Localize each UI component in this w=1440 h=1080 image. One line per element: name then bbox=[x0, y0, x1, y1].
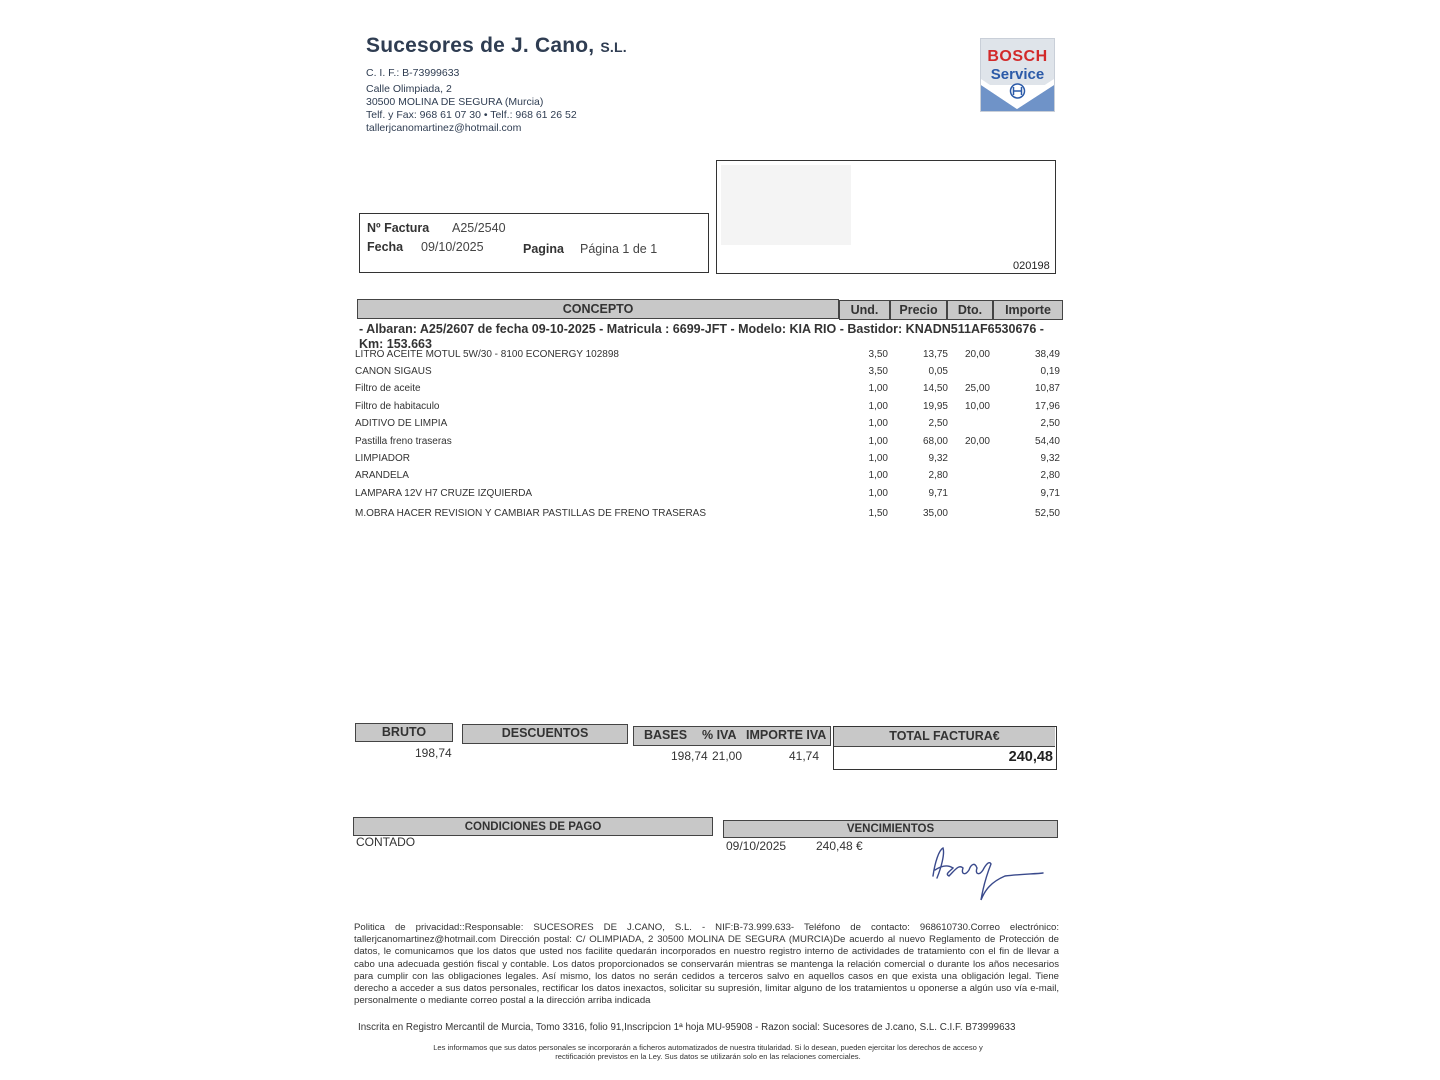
bosch-service-logo bbox=[980, 38, 1055, 112]
table-row bbox=[355, 418, 1065, 435]
logo-service-text: Service bbox=[990, 66, 1045, 83]
company-name bbox=[366, 34, 627, 58]
row-dto: 20,00 bbox=[964, 436, 990, 447]
row-precio: 35,00 bbox=[922, 508, 948, 519]
row-precio: 0,05 bbox=[928, 366, 948, 377]
invoice-date-label: Fecha bbox=[367, 240, 404, 254]
table-row bbox=[355, 383, 1065, 400]
table-row bbox=[355, 508, 1065, 525]
row-und: 3,50 bbox=[868, 349, 888, 360]
row-und: 1,00 bbox=[868, 436, 888, 447]
row-precio: 13,75 bbox=[922, 349, 948, 360]
row-importe: 10,87 bbox=[1034, 383, 1060, 394]
fine-print-text: Les informamos que sus datos personales se incorporarán a ficheros automatizados de nuestra titularidad. Si lo desean, pueden ejercitar los derechos de acceso y rectificación previstos en la Ley. Sus datos se utilizarán solo en las relaciones comerciales. bbox=[433, 1043, 983, 1061]
table-row bbox=[355, 453, 1065, 470]
row-und: 1,00 bbox=[868, 383, 888, 394]
iva-header bbox=[633, 726, 831, 746]
logo-bosch-text: BOSCH bbox=[987, 48, 1048, 65]
redacted-client-details bbox=[721, 165, 851, 245]
row-dto: 20,00 bbox=[964, 349, 990, 360]
company-cif: C. I. F.: B-73999633 bbox=[366, 67, 460, 79]
header-concepto: CONCEPTO bbox=[357, 299, 839, 319]
row-concepto: LIMPIADOR bbox=[355, 453, 411, 464]
header-und: Und. bbox=[839, 300, 890, 320]
registry-text: Inscrita en Registro Mercantil de Murcia, Tomo 3316, folio 91,Inscripcion 1ª hoja MU-95908 - Razon social: Sucesores de J.cano, S.L. C.I.F. B73999633 bbox=[358, 1022, 1016, 1033]
row-concepto: Pastilla freno traseras bbox=[355, 436, 452, 447]
due-amount: 240,48 € bbox=[816, 839, 863, 853]
descuentos-label: DESCUENTOS bbox=[462, 724, 628, 744]
row-und: 1,00 bbox=[868, 470, 888, 481]
total-label: TOTAL FACTURA€ bbox=[834, 727, 1055, 747]
row-concepto: Filtro de aceite bbox=[355, 383, 421, 394]
total-value: 240,48 bbox=[1008, 749, 1053, 765]
payment-conditions-label: CONDICIONES DE PAGO bbox=[353, 817, 713, 836]
row-importe: 38,49 bbox=[1034, 349, 1060, 360]
company-email: tallerjcanomartinez@hotmail.com bbox=[366, 122, 522, 134]
bruto-label: BRUTO bbox=[355, 723, 453, 742]
row-concepto: LAMPARA 12V H7 CRUZE IZQUIERDA bbox=[355, 488, 533, 499]
row-dto: 25,00 bbox=[964, 383, 990, 394]
company-address-line1: Calle Olimpiada, 2 bbox=[366, 83, 452, 95]
bosch-armature-icon bbox=[981, 79, 1054, 111]
invoice-page: Página 1 de 1 bbox=[580, 242, 658, 256]
row-importe: 2,50 bbox=[1040, 418, 1060, 429]
table-row bbox=[355, 470, 1065, 487]
iva-percent-value: 21,00 bbox=[712, 749, 743, 763]
importe-iva-value: 41,74 bbox=[789, 749, 820, 763]
row-importe: 17,96 bbox=[1034, 401, 1060, 412]
row-und: 1,50 bbox=[868, 508, 888, 519]
header-dto: Dto. bbox=[947, 300, 993, 320]
company-suffix: S.L. bbox=[600, 39, 627, 55]
bruto-value: 198,74 bbox=[415, 746, 452, 760]
client-code: 020198 bbox=[1013, 260, 1050, 272]
row-concepto: CANON SIGAUS bbox=[355, 366, 432, 377]
invoice-number-label: Nº Factura bbox=[367, 221, 430, 235]
row-importe: 52,50 bbox=[1034, 508, 1060, 519]
table-row bbox=[355, 366, 1065, 383]
table-row bbox=[355, 401, 1065, 418]
row-precio: 2,50 bbox=[928, 418, 948, 429]
bases-label: BASES bbox=[644, 728, 688, 742]
row-concepto: ARANDELA bbox=[355, 470, 409, 481]
header-precio: Precio bbox=[890, 300, 947, 320]
table-row bbox=[355, 488, 1065, 505]
row-concepto: Filtro de habitaculo bbox=[355, 401, 440, 412]
row-precio: 19,95 bbox=[922, 401, 948, 412]
invoice-number: A25/2540 bbox=[452, 221, 506, 235]
row-precio: 9,32 bbox=[928, 453, 948, 464]
privacy-policy-text: Politica de privacidad::Responsable: SUCESORES DE J.CANO, S.L. - NIF:B-73.999.633- Teléfono de contacto: 968610730.Correo electrónico: tallerjcanomartinez@hotmail.com Dirección postal: C/ OLIMPIADA, 2 30500 MOLINA DE SEGURA (MURCIA)De acuerdo al nuevo Reglamento de Protección de datos, le comunicamos que los datos que usted nos facilite quedarán incorporados en nuestro registro interno de actividades de tratamiento con el fin de llevar a cabo una adecuada gestión fiscal y contable. Los datos proporcionados se conservarán mientras se mantenga la relación comercial o durante los años necesarios para cumplir con las obligaciones legales. Así mismo, los datos no serán cedidos a terceros salvo en aquellos casos en que exista una obligación legal. Tiene derecho a acceder a sus datos personales, rectificar los datos inexactos, solicitar su supresión, limitar alguno de los tratamientos u oponerse a algún uso vía e-mail, personalmente o mediante correo postal a la dirección arriba indicada bbox=[354, 922, 1059, 1007]
row-und: 1,00 bbox=[868, 418, 888, 429]
handwritten-signature bbox=[925, 840, 1050, 910]
iva-percent-label: % IVA bbox=[702, 728, 737, 742]
invoice-date: 09/10/2025 bbox=[421, 240, 484, 254]
row-concepto: M.OBRA HACER REVISION Y CAMBIAR PASTILLAS DE FRENO TRASERAS bbox=[355, 508, 707, 519]
client-address-box bbox=[716, 160, 1056, 274]
row-concepto: ADITIVO DE LIMPIA bbox=[355, 418, 448, 429]
company-name-text: Sucesores de J. Cano, bbox=[366, 34, 595, 57]
row-importe: 2,80 bbox=[1040, 470, 1060, 481]
row-precio: 14,50 bbox=[922, 383, 948, 394]
row-concepto: LITRO ACEITE MOTUL 5W/30 - 8100 ECONERGY 102898 bbox=[355, 349, 619, 360]
row-importe: 9,71 bbox=[1040, 488, 1060, 499]
row-und: 1,00 bbox=[868, 453, 888, 464]
payment-conditions-value: CONTADO bbox=[356, 835, 416, 849]
importe-iva-label: IMPORTE IVA bbox=[746, 728, 827, 742]
bases-value: 198,74 bbox=[671, 749, 708, 763]
company-phones: Telf. y Fax: 968 61 07 30 • Telf.: 968 61 26 52 bbox=[366, 109, 577, 121]
row-precio: 68,00 bbox=[922, 436, 948, 447]
row-und: 3,50 bbox=[868, 366, 888, 377]
due-dates-label: VENCIMIENTOS bbox=[723, 820, 1058, 838]
row-precio: 2,80 bbox=[928, 470, 948, 481]
header-importe: Importe bbox=[993, 300, 1063, 320]
invoice-page-label: Pagina bbox=[523, 242, 564, 256]
row-importe: 54,40 bbox=[1034, 436, 1060, 447]
row-importe: 0,19 bbox=[1040, 366, 1060, 377]
total-box bbox=[833, 726, 1057, 770]
row-precio: 9,71 bbox=[928, 488, 948, 499]
row-importe: 9,32 bbox=[1040, 453, 1060, 464]
due-date: 09/10/2025 bbox=[726, 839, 787, 853]
table-row bbox=[355, 349, 1065, 366]
row-dto: 10,00 bbox=[964, 401, 990, 412]
table-row bbox=[355, 436, 1065, 453]
company-address-line2: 30500 MOLINA DE SEGURA (Murcia) bbox=[366, 96, 544, 108]
row-und: 1,00 bbox=[868, 488, 888, 499]
albaran-line: - Albaran: A25/2607 de fecha 09-10-2025 - Matricula : 6699-JFT - Modelo: KIA RIO - Bastidor: KNADN511AF6530676 - Km: 153.663 bbox=[359, 322, 1044, 351]
row-und: 1,00 bbox=[868, 401, 888, 412]
